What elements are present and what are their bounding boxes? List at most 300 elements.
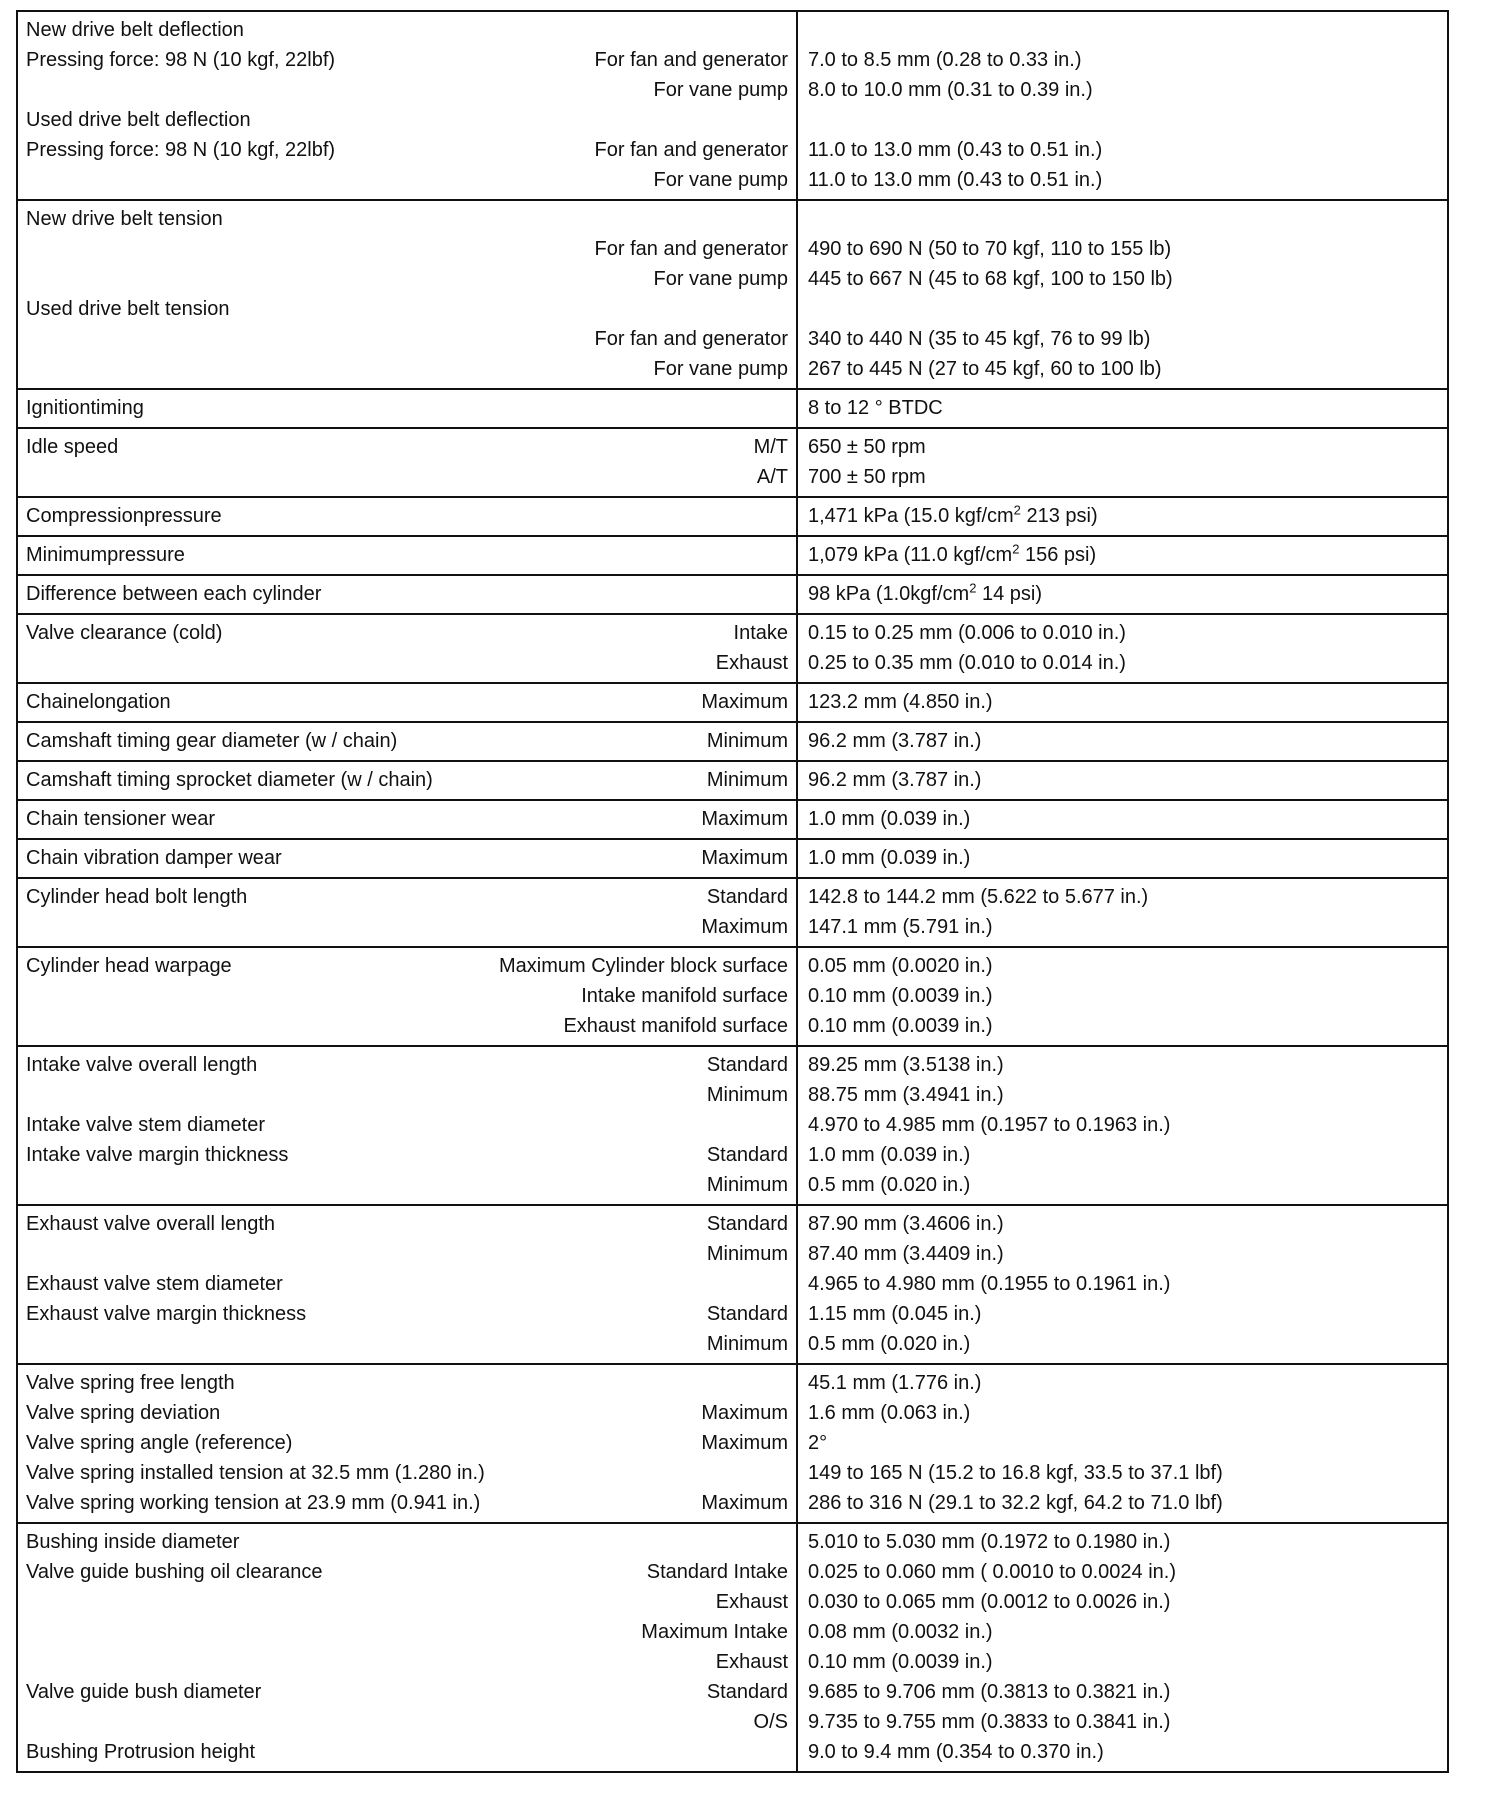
spec-label-line [26,1368,788,1398]
spec-value-line [806,393,1439,423]
spec-label-line [26,1458,788,1488]
spec-value-line [806,354,1439,384]
spec-value: 0.25 to 0.35 mm (0.010 to 0.014 in.) [808,652,1126,674]
spec-value-superscript: 2 [969,580,977,596]
spec-item-label: Camshaft timing gear diameter (w / chain) [26,730,398,752]
spec-table-body [17,11,1448,1772]
spec-item-label: Valve spring deviation [26,1402,221,1424]
spec-qualifier: Exhaust [715,1651,788,1673]
spec-label-line [26,726,788,756]
spec-qualifier [778,204,788,234]
spec-item-label: Valve spring free length [26,1372,235,1394]
spec-item-label: Valve guide bushing oil clearance [26,1561,323,1583]
spec-item-label: Exhaust valve margin thickness [26,1303,307,1325]
spec-value: 0.10 mm (0.0039 in.) [808,1651,993,1673]
spec-value-line [806,618,1439,648]
spec-value-line [806,1707,1439,1737]
spec-qualifier: Standard [706,1213,788,1235]
spec-item-label: Chainelongation [26,691,171,713]
spec-label-line [26,1527,788,1557]
spec-qualifier: Maximum [701,916,788,938]
spec-value: 0.10 mm (0.0039 in.) [808,985,993,1007]
spec-label-line [26,804,788,834]
spec-value-line [806,501,1439,531]
spec-item-label: Valve guide bush diameter [26,1681,262,1703]
spec-item-label: Intake valve overall length [26,1054,258,1076]
spec-value: 9.0 to 9.4 mm (0.354 to 0.370 in.) [808,1741,1104,1763]
spec-qualifier: Minimum [706,1084,788,1106]
spec-qualifier [778,15,788,45]
spec-label-cell [17,761,797,800]
spec-label-line [26,1557,788,1587]
spec-value: 1,471 kPa (15.0 kgf/cm [808,505,1014,527]
spec-label-line [26,165,788,195]
spec-qualifier: Intake manifold surface [581,985,788,1007]
spec-label-cell [17,200,797,389]
spec-value: 7.0 to 8.5 mm (0.28 to 0.33 in.) [808,49,1082,71]
spec-item-label: Intake valve stem diameter [26,1114,265,1136]
spec-section-row [17,947,1448,1046]
spec-value: 9.685 to 9.706 mm (0.3813 to 0.3821 in.) [808,1681,1171,1703]
spec-value-line [806,1458,1439,1488]
spec-item-label: Cylinder head bolt length [26,886,248,908]
spec-label-cell [17,428,797,497]
spec-value-line [806,1527,1439,1557]
spec-value-line [806,432,1439,462]
spec-qualifier: Minimum [706,769,788,791]
spec-qualifier: Minimum [706,1174,788,1196]
spec-qualifier: For vane pump [653,79,788,101]
spec-value-cell [797,761,1448,800]
spec-item-label: Used drive belt deflection [26,109,251,131]
spec-value: 1.0 mm (0.039 in.) [808,1144,971,1166]
spec-item-label: Used drive belt tension [26,298,230,320]
spec-value-cell [797,575,1448,614]
spec-label-line [26,135,788,165]
spec-value: 1,079 kPa (11.0 kgf/cm [808,544,1013,566]
spec-label-line [26,105,788,135]
spec-item-label: Bushing inside diameter [26,1531,240,1553]
spec-qualifier: Standard [706,1681,788,1703]
spec-label-line [26,540,788,570]
spec-value-line [806,1080,1439,1110]
spec-value-line [806,234,1439,264]
spec-value: 0.10 mm (0.0039 in.) [808,1015,993,1037]
spec-item-label: Minimumpressure [26,544,185,566]
spec-value: 123.2 mm (4.850 in.) [808,691,993,713]
spec-value-line [806,324,1439,354]
spec-qualifier: Exhaust manifold surface [563,1015,788,1037]
spec-label-line [26,882,788,912]
spec-value: 89.25 mm (3.5138 in.) [808,1054,1004,1076]
spec-label-line [26,1239,788,1269]
spec-value: 445 to 667 N (45 to 68 kgf, 100 to 150 lb) [808,268,1173,290]
spec-value-cell [797,614,1448,683]
spec-value: 0.5 mm (0.020 in.) [808,1174,971,1196]
spec-value-line [806,15,1439,45]
spec-qualifier [778,1458,788,1488]
spec-value-tail: 213 psi) [1020,505,1098,527]
spec-label-line [26,462,788,492]
spec-label-line [26,1299,788,1329]
spec-value-cell [797,1205,1448,1364]
spec-section-row [17,1046,1448,1205]
spec-item-label: Valve spring angle (reference) [26,1432,293,1454]
spec-label-cell [17,722,797,761]
spec-value-line [806,981,1439,1011]
spec-value: 5.010 to 5.030 mm (0.1972 to 0.1980 in.) [808,1531,1171,1553]
spec-qualifier [778,1269,788,1299]
spec-qualifier: For fan and generator [594,139,788,161]
spec-label-cell [17,1205,797,1364]
spec-label-line [26,765,788,795]
spec-value-cell [797,536,1448,575]
spec-qualifier: Standard [706,886,788,908]
spec-qualifier [778,579,788,609]
spec-label-line [26,45,788,75]
spec-label-cell [17,1364,797,1523]
spec-item-label: New drive belt deflection [26,19,244,41]
spec-label-cell [17,11,797,200]
spec-value-cell [797,1523,1448,1772]
spec-value-line [806,1140,1439,1170]
spec-item-label: Cylinder head warpage [26,955,232,977]
spec-value: 8 to 12 ° BTDC [808,397,943,419]
spec-value: 1.0 mm (0.039 in.) [808,808,971,830]
spec-value: 96.2 mm (3.787 in.) [808,769,982,791]
spec-qualifier [778,1527,788,1557]
spec-value: 650 ± 50 rpm [808,436,926,458]
spec-item-label: Ignitiontiming [26,397,144,419]
spec-item-label: Valve clearance (cold) [26,622,223,644]
spec-value-line [806,1428,1439,1458]
spec-value: 0.5 mm (0.020 in.) [808,1333,971,1355]
spec-value: 340 to 440 N (35 to 45 kgf, 76 to 99 lb) [808,328,1151,350]
spec-value-line [806,687,1439,717]
spec-item-label: Compressionpressure [26,505,222,527]
spec-value-superscript: 2 [1013,502,1021,518]
spec-label-cell [17,614,797,683]
spec-qualifier: Maximum [701,691,788,713]
spec-item-label: Chain tensioner wear [26,808,215,830]
spec-value-cell [797,839,1448,878]
spec-value: 96.2 mm (3.787 in.) [808,730,982,752]
spec-item-label: Idle speed [26,436,119,458]
spec-qualifier: M/T [753,436,788,458]
spec-qualifier [778,1110,788,1140]
spec-item-label: Difference between each cylinder [26,583,322,605]
spec-label-line [26,1617,788,1647]
spec-qualifier [778,105,788,135]
spec-section-row [17,722,1448,761]
spec-value-line [806,135,1439,165]
spec-label-line [26,264,788,294]
spec-value: 490 to 690 N (50 to 70 kgf, 110 to 155 lb) [808,238,1172,260]
spec-qualifier: For vane pump [653,358,788,380]
spec-value-line [806,1587,1439,1617]
spec-value: 0.08 mm (0.0032 in.) [808,1621,993,1643]
spec-label-line [26,1269,788,1299]
spec-value: 1.0 mm (0.039 in.) [808,847,971,869]
spec-value: 0.025 to 0.060 mm ( 0.0010 to 0.0024 in.) [808,1561,1177,1583]
spec-value: 267 to 445 N (27 to 45 kgf, 60 to 100 lb) [808,358,1162,380]
spec-label-line [26,1080,788,1110]
spec-value-line [806,1647,1439,1677]
spec-value: 1.6 mm (0.063 in.) [808,1402,971,1424]
spec-item-label: Intake valve margin thickness [26,1144,289,1166]
spec-qualifier: Minimum [706,1243,788,1265]
spec-section-row [17,683,1448,722]
spec-value: 142.8 to 144.2 mm (5.622 to 5.677 in.) [808,886,1149,908]
spec-value-line [806,1299,1439,1329]
spec-value-cell [797,878,1448,947]
spec-value-line [806,294,1439,324]
spec-label-line [26,324,788,354]
spec-label-line [26,1737,788,1767]
spec-value: 4.965 to 4.980 mm (0.1955 to 0.1961 in.) [808,1273,1171,1295]
spec-label-cell [17,683,797,722]
spec-qualifier: Minimum [706,1333,788,1355]
spec-value: 286 to 316 N (29.1 to 32.2 kgf, 64.2 to 71.0 lbf) [808,1492,1223,1514]
spec-value: 147.1 mm (5.791 in.) [808,916,993,938]
spec-section-row [17,11,1448,200]
spec-value-line [806,912,1439,942]
spec-qualifier: Exhaust [715,652,788,674]
spec-label-line [26,951,788,981]
spec-value-cell [797,497,1448,536]
spec-value: 45.1 mm (1.776 in.) [808,1372,982,1394]
spec-label-cell [17,947,797,1046]
spec-value-line [806,45,1439,75]
spec-qualifier: Minimum [706,730,788,752]
spec-qualifier: Standard [706,1144,788,1166]
spec-value-cell [797,1046,1448,1205]
spec-label-cell [17,497,797,536]
spec-qualifier: For fan and generator [594,328,788,350]
spec-label-line [26,1488,788,1518]
spec-item-label: Camshaft timing sprocket diameter (w / chain) [26,769,433,791]
spec-value-line [806,1737,1439,1767]
spec-value-line [806,1368,1439,1398]
spec-value: 8.0 to 10.0 mm (0.31 to 0.39 in.) [808,79,1093,101]
spec-value: 4.970 to 4.985 mm (0.1957 to 0.1963 in.) [808,1114,1171,1136]
spec-label-line [26,393,788,423]
spec-section-row [17,839,1448,878]
spec-value-line [806,648,1439,678]
spec-qualifier: Exhaust [715,1591,788,1613]
spec-value-tail: 156 psi) [1019,544,1097,566]
spec-qualifier: For fan and generator [594,49,788,71]
spec-value-line [806,951,1439,981]
spec-label-line [26,1428,788,1458]
spec-item-label: Chain vibration damper wear [26,847,282,869]
spec-value: 87.40 mm (3.4409 in.) [808,1243,1004,1265]
spec-value-cell [797,11,1448,200]
spec-label-line [26,501,788,531]
spec-qualifier: Intake [733,622,788,644]
spec-value-line [806,462,1439,492]
spec-section-row [17,878,1448,947]
spec-value-cell [797,947,1448,1046]
spec-value: 0.030 to 0.065 mm (0.0012 to 0.0026 in.) [808,1591,1171,1613]
spec-value-cell [797,800,1448,839]
spec-qualifier: O/S [753,1711,788,1733]
spec-item-label: Bushing Protrusion height [26,1741,256,1763]
spec-label-line [26,1587,788,1617]
spec-label-line [26,618,788,648]
spec-value-line [806,1170,1439,1200]
spec-qualifier [778,393,788,423]
spec-label-cell [17,1046,797,1205]
spec-section-row [17,1364,1448,1523]
spec-value: 2° [808,1432,828,1454]
spec-qualifier: Maximum Cylinder block surface [499,955,788,977]
spec-value-line [806,579,1439,609]
spec-value-line [806,1110,1439,1140]
spec-qualifier [778,1737,788,1767]
spec-value-line [806,1209,1439,1239]
spec-qualifier: Maximum [701,808,788,830]
spec-value-line [806,765,1439,795]
spec-qualifier: Standard [706,1303,788,1325]
spec-label-line [26,1398,788,1428]
spec-label-line [26,1329,788,1359]
spec-section-row [17,1523,1448,1772]
spec-value-tail: 14 psi) [976,583,1043,605]
spec-label-cell [17,389,797,428]
spec-qualifier: Standard Intake [646,1561,788,1583]
spec-label-line [26,1110,788,1140]
spec-value: 11.0 to 13.0 mm (0.43 to 0.51 in.) [808,169,1103,191]
spec-value-cell [797,389,1448,428]
spec-value-line [806,165,1439,195]
spec-label-line [26,1140,788,1170]
spec-label-cell [17,839,797,878]
spec-value-line [806,1329,1439,1359]
spec-value-cell [797,722,1448,761]
spec-label-line [26,1209,788,1239]
spec-item-label: Pressing force: 98 N (10 kgf, 22lbf) [26,49,336,71]
spec-section-row [17,536,1448,575]
spec-value: 149 to 165 N (15.2 to 16.8 kgf, 33.5 to 37.1 lbf) [808,1462,1223,1484]
spec-qualifier: Standard [706,1054,788,1076]
spec-value-line [806,1398,1439,1428]
spec-value-line [806,882,1439,912]
spec-value-line [806,264,1439,294]
spec-label-line [26,15,788,45]
spec-item-label: Valve spring installed tension at 32.5 mm (1.280 in.) [26,1462,485,1484]
spec-value-cell [797,428,1448,497]
spec-section-row [17,428,1448,497]
spec-value-superscript: 2 [1012,541,1020,557]
spec-qualifier: For vane pump [653,169,788,191]
spec-value-cell [797,1364,1448,1523]
spec-label-cell [17,800,797,839]
spec-value: 9.735 to 9.755 mm (0.3833 to 0.3841 in.) [808,1711,1171,1733]
spec-value: 88.75 mm (3.4941 in.) [808,1084,1004,1106]
spec-item-label: Exhaust valve overall length [26,1213,276,1235]
spec-item-label: Valve spring working tension at 23.9 mm (0.941 in.) [26,1492,481,1514]
spec-qualifier [778,540,788,570]
spec-value: 0.05 mm (0.0020 in.) [808,955,993,977]
spec-value-line [806,726,1439,756]
spec-section-row [17,389,1448,428]
spec-qualifier: For vane pump [653,268,788,290]
spec-value-cell [797,683,1448,722]
spec-label-line [26,432,788,462]
spec-value-line [806,1677,1439,1707]
spec-label-line [26,1011,788,1041]
spec-value-line [806,843,1439,873]
spec-qualifier: A/T [756,466,788,488]
spec-value-line [806,105,1439,135]
spec-label-cell [17,575,797,614]
spec-value-line [806,204,1439,234]
spec-label-line [26,843,788,873]
spec-qualifier: Maximum [701,1492,788,1514]
spec-section-row [17,1205,1448,1364]
spec-qualifier [778,501,788,531]
spec-value: 11.0 to 13.0 mm (0.43 to 0.51 in.) [808,139,1103,161]
spec-value: 98 kPa (1.0kgf/cm [808,583,970,605]
spec-qualifier: Maximum [701,1432,788,1454]
spec-qualifier [778,294,788,324]
spec-value-line [806,1239,1439,1269]
spec-label-line [26,579,788,609]
spec-qualifier [778,1368,788,1398]
spec-label-line [26,1677,788,1707]
spec-qualifier: Maximum [701,1402,788,1424]
spec-value: 87.90 mm (3.4606 in.) [808,1213,1004,1235]
spec-label-line [26,912,788,942]
spec-label-line [26,1707,788,1737]
spec-label-line [26,1170,788,1200]
spec-label-line [26,234,788,264]
spec-qualifier: For fan and generator [594,238,788,260]
spec-qualifier: Maximum Intake [641,1621,788,1643]
spec-value-line [806,1488,1439,1518]
spec-label-line [26,1647,788,1677]
spec-qualifier: Maximum [701,847,788,869]
spec-label-line [26,204,788,234]
spec-value-line [806,75,1439,105]
spec-section-row [17,614,1448,683]
spec-value-line [806,1557,1439,1587]
spec-label-line [26,981,788,1011]
spec-value-line [806,804,1439,834]
spec-value-line [806,1269,1439,1299]
spec-label-cell [17,1523,797,1772]
spec-item-label: Pressing force: 98 N (10 kgf, 22lbf) [26,139,336,161]
spec-item-label: New drive belt tension [26,208,223,230]
spec-label-line [26,75,788,105]
spec-value-line [806,1050,1439,1080]
spec-value: 1.15 mm (0.045 in.) [808,1303,982,1325]
spec-section-row [17,200,1448,389]
spec-section-row [17,761,1448,800]
spec-section-row [17,497,1448,536]
spec-value-line [806,540,1439,570]
spec-item-label: Exhaust valve stem diameter [26,1273,283,1295]
spec-value-line [806,1011,1439,1041]
spec-label-cell [17,536,797,575]
spec-label-line [26,354,788,384]
spec-label-line [26,687,788,717]
spec-section-row [17,800,1448,839]
spec-value-cell [797,200,1448,389]
spec-value-line [806,1617,1439,1647]
spec-label-line [26,1050,788,1080]
